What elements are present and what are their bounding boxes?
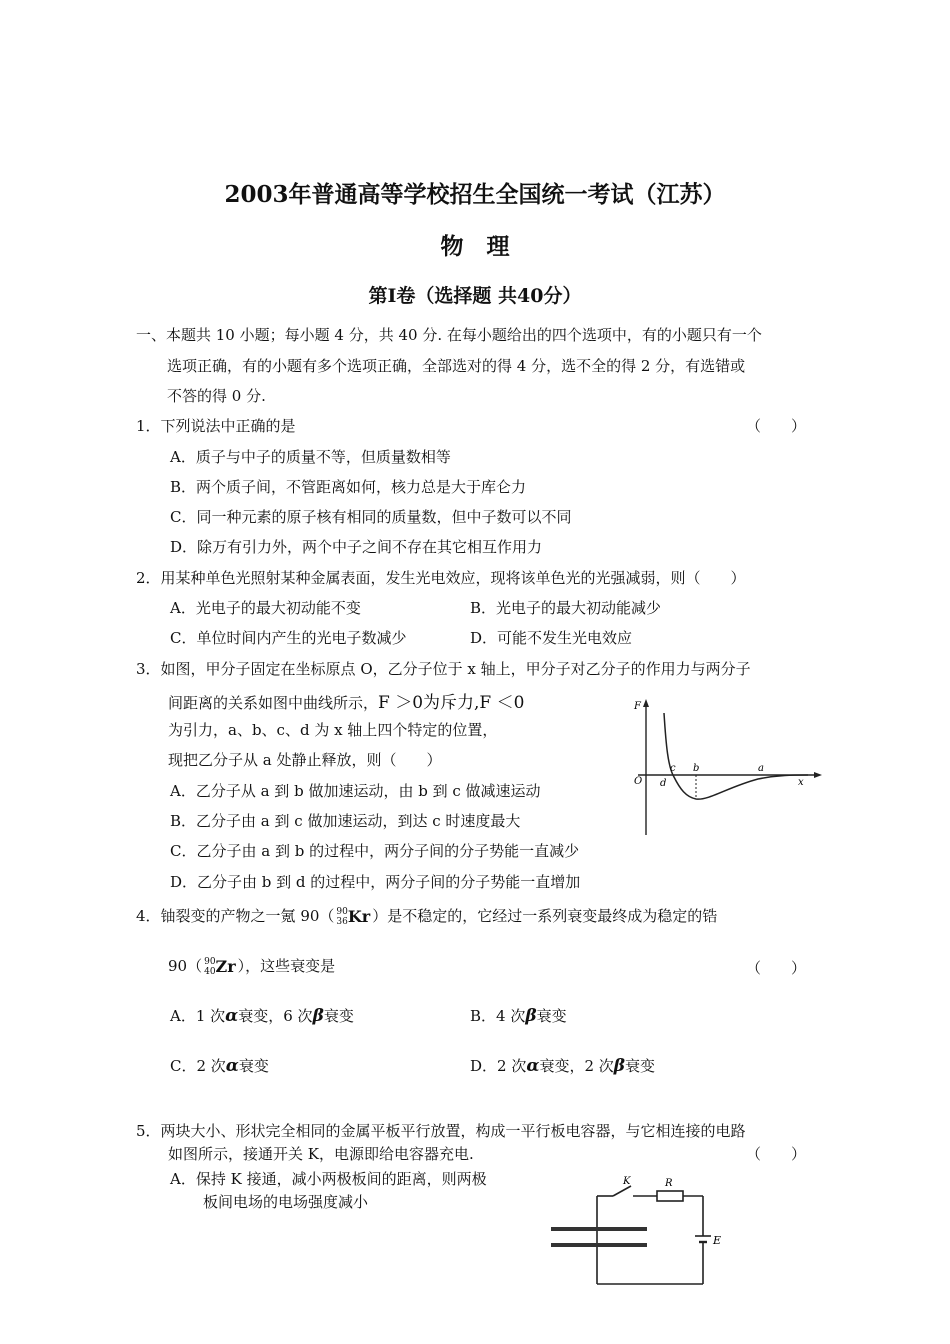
zirconium-mass-number: 90 [204,957,216,968]
q3-graph-label-a: a [758,763,764,774]
q3-graph-label-o: O [634,776,643,787]
q5-option-a-line2: 板间电场的电场强度减小 [203,1193,369,1211]
beta-symbol: β [525,1006,537,1026]
q4-option-a [170,1005,354,1026]
q1-option-b: B．两个质子间，不管距离如何，核力总是大于库仑力 [170,478,527,496]
volume-title: 第Ⅰ卷（选择题 共40分） [368,285,582,307]
krypton-numbers [336,907,347,927]
q5-option-a-line1: A．保持 K 接通，减小两极板间的距离，则两极 [170,1170,487,1188]
q3-force-graph [628,695,828,840]
section-instructions-line2: 选项正确，有的小题有多个选项正确，全部选对的得 4 分，选不全的得 2 分，有选错或 [167,357,746,375]
q4-stem-line2 [168,955,335,977]
resistor-r-label: R [665,1178,673,1189]
zirconium-numbers [204,957,215,977]
q4-stem-line2-end: ），这些衰变是 [237,957,336,975]
q1-answer-paren: （ ） [746,417,807,435]
q4-option-d-pre: D．2 次 [470,1057,527,1075]
q3-option-b: B．乙分子由 a 到 c 做加速运动，到达 c 时速度最大 [170,812,521,830]
q2-option-d: D．可能不发生光电效应 [470,629,633,647]
q3-graph-label-b: b [693,763,700,774]
zirconium-atomic-number: 40 [204,967,216,978]
section-instructions-line1: 一、本题共 10 小题；每小题 4 分，共 40 分. 在每小题给出的四个选项中，有的小题只有一个 [136,326,762,344]
capacitor-upper-plate [551,1227,647,1231]
q4-option-d [470,1055,655,1076]
q4-stem-line2-start: 90（ [168,957,203,975]
q5-stem-line2: 如图所示，接通开关 K，电源即给电容器充电. [168,1145,474,1163]
q1-option-d: D．除万有引力外，两个中子之间不存在其它相互作用力 [170,538,543,556]
q4-option-d-mid: 衰变，2 次 [539,1057,614,1075]
q3-graph-x-arrow [814,772,822,778]
q4-option-c-post: 衰变 [238,1057,269,1075]
beta-symbol: β [312,1006,324,1026]
zirconium-symbol: Zr [215,956,236,976]
q3-stem-line1: 3．如图，甲分子固定在坐标原点 O，乙分子位于 x 轴上，甲分子对乙分子的作用力与两分子 [136,660,751,678]
subject-title: 物 理 [440,233,510,260]
q3-stem-line3: 为引力，a、b、c、d 为 x 轴上四个特定的位置， [168,721,498,739]
alpha-symbol: α [225,1056,239,1076]
q4-option-b-pre: B．4 次 [470,1007,526,1025]
q4-option-a-pre: A．1 次 [170,1007,226,1025]
q4-option-b-post: 衰变 [536,1007,567,1025]
q2-stem: 2．用某种单色光照射某种金属表面，发生光电效应，现将该单色光的光强减弱，则（ ） [136,569,746,587]
q4-option-c [170,1055,269,1076]
q1-option-a: A．质子与中子的质量不等，但质量数相等 [170,448,451,466]
q2-option-c: C．单位时间内产生的光电子数减少 [170,629,407,647]
q4-stem-line1-start: 4．铀裂变的产物之一氪 90（ [136,907,335,925]
q4-option-c-pre: C．2 次 [170,1057,226,1075]
q3-stem-line4: 现把乙分子从 a 处静止释放，则（ ） [168,751,442,769]
q3-stem-line2 [168,688,524,713]
q4-option-a-post: 衰变 [323,1007,354,1025]
exam-title: 2003年普通高等学校招生全国统一考试（江苏） [224,181,726,208]
q3-graph-label-d: d [660,778,667,789]
q4-option-d-post: 衰变 [625,1057,656,1075]
q3-stem-line2-text: 间距离的关系如图中曲线所示， [168,694,379,712]
q4-option-b [470,1005,567,1026]
beta-symbol: β [613,1056,626,1076]
alpha-symbol: α [225,1006,239,1026]
krypton-symbol: Kr [347,906,371,926]
q2-option-a: A．光电子的最大初动能不变 [170,599,361,617]
capacitor-lower-plate [551,1243,647,1247]
q3-option-a: A．乙分子从 a 到 b 做加速运动，由 b 到 c 做减速运动 [170,782,541,800]
battery-e-label: E [713,1234,722,1247]
switch-k-label: K [623,1176,631,1187]
alpha-symbol: α [526,1056,540,1076]
krypton-mass-number: 90 [336,907,348,918]
krypton-atomic-number: 36 [336,917,348,928]
q4-stem-line1 [136,905,717,927]
krypton-nuclide [336,907,370,928]
switch-k-blade [613,1186,631,1196]
q3-graph-label-x: x [798,777,804,788]
q3-option-c: C．乙分子由 a 到 b 的过程中，两分子间的分子势能一直减少 [170,842,580,860]
q3-force-curve [664,713,808,799]
q3-graph-y-arrow [643,699,649,707]
q5-answer-paren: （ ） [746,1145,807,1163]
q3-option-d: D．乙分子由 b 到 d 的过程中，两分子间的分子势能一直增加 [170,873,581,891]
q1-stem: 1．下列说法中正确的是 [136,417,296,435]
q4-answer-paren: （ ） [746,959,807,977]
resistor-r [657,1191,683,1201]
q5-stem-line1: 5．两块大小、形状完全相同的金属平板平行放置，构成一平行板电容器，与它相连接的电路 [136,1122,746,1140]
zirconium-nuclide [204,957,236,978]
q3-graph-label-c: c [670,763,676,774]
q4-option-a-mid: 衰变，6 次 [238,1007,313,1025]
q3-graph-label-f: F [634,701,641,712]
q4-stem-line1-end: ）是不稳定的，它经过一系列衰变最终成为稳定的锆 [372,907,718,925]
q3-force-definition: F ＞0为斥力,F ＜0 [378,693,525,713]
q1-option-c: C．同一种元素的原子核有相同的质量数，但中子数可以不同 [170,508,572,526]
q5-circuit-diagram [545,1172,745,1292]
section-instructions-line3: 不答的得 0 分. [167,387,266,405]
q2-option-b: B．光电子的最大初动能减少 [470,599,662,617]
